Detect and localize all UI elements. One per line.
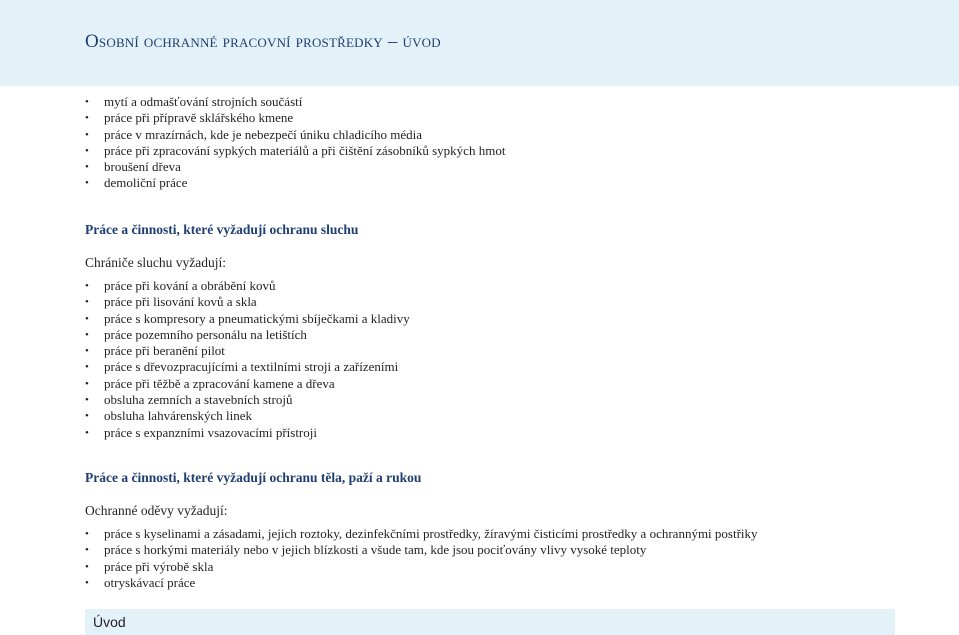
bullet-icon: • — [85, 544, 89, 557]
list-item: • práce s dřevozpracujícími a textilními stroji a zařízeními — [85, 359, 399, 375]
bullet-icon: • — [85, 528, 89, 540]
body-section-heading: Práce a činnosti, které vyžadují ochranu těla, paží a rukou — [85, 470, 422, 485]
bullet-icon: • — [85, 144, 89, 157]
list-item: • práce s kyselinami a zásadami, jejich roztoky, dezinfekčními prostředky, žíravými čisticími prostředky a ochrannými postřiky — [85, 526, 758, 541]
hearing-section-heading: Práce a činnosti, které vyžadují ochranu sluchu — [85, 222, 359, 237]
list-item: • práce při zpracování sypkých materiálů a při čištění zásobníků sypkých hmot — [85, 142, 506, 158]
list-item: • práce při kování a obrábění kovů — [85, 278, 276, 293]
bullet-icon: • — [85, 296, 89, 309]
footer-section-label: Úvod — [93, 614, 126, 630]
bullet-icon: • — [85, 328, 89, 341]
footer-band — [85, 609, 895, 635]
bullet-icon: • — [85, 560, 89, 573]
list-item: • práce při beranění pilot — [85, 343, 225, 359]
bullet-icon: • — [85, 161, 89, 174]
list-item: • práce pozemního personálu na letištích — [85, 326, 307, 342]
bullet-icon: • — [85, 377, 89, 390]
list-item: • práce při přípravě sklářského kmene — [85, 110, 294, 126]
bullet-icon: • — [85, 361, 89, 374]
bullet-icon: • — [85, 128, 89, 141]
hearing-section-intro: Chrániče sluchu vyžadují: — [85, 255, 226, 270]
header-band — [0, 0, 959, 86]
page-title: Osobní ochranné pracovní prostředky – úvod — [85, 31, 441, 52]
bullet-icon: • — [85, 112, 89, 125]
body-list — [85, 526, 758, 591]
list-item: • obsluha zemních a stavebních strojů — [85, 392, 293, 408]
bullet-icon: • — [85, 410, 89, 423]
bullet-icon: • — [85, 177, 89, 190]
hearing-list — [85, 278, 410, 441]
bullet-icon: • — [85, 576, 89, 589]
bullet-icon: • — [85, 96, 89, 108]
list-item: • otryskávací práce — [85, 574, 196, 590]
bullet-icon: • — [85, 426, 89, 439]
body-section-intro: Ochranné oděvy vyžadují: — [85, 503, 228, 518]
list-item: • obsluha lahvárenských linek — [85, 408, 253, 424]
list-item: • práce při těžbě a zpracování kamene a dřeva — [85, 375, 335, 391]
list-item: • mytí a odmašťování strojních součástí — [85, 94, 303, 109]
bullet-icon: • — [85, 280, 89, 292]
list-item: • práce s kompresory a pneumatickými sbíječkami a kladivy — [85, 310, 410, 326]
list-item: • práce s horkými materiály nebo v jejich blízkosti a všude tam, kde jsou pociťovány vlivy vysoké teploty — [85, 542, 647, 558]
list-item: • práce při výrobě skla — [85, 558, 214, 574]
intro-list — [85, 94, 505, 192]
list-item: • práce při lisování kovů a skla — [85, 294, 257, 310]
list-item: • broušení dřeva — [85, 159, 181, 175]
list-item: • práce v mrazírnách, kde je nebezpečí úniku chladicího média — [85, 126, 422, 142]
bullet-icon: • — [85, 312, 89, 325]
bullet-icon: • — [85, 394, 89, 407]
bullet-icon: • — [85, 345, 89, 358]
list-item: • demoliční práce — [85, 175, 188, 191]
list-item: • práce s expanzními vsazovacími přístroji — [85, 424, 317, 440]
